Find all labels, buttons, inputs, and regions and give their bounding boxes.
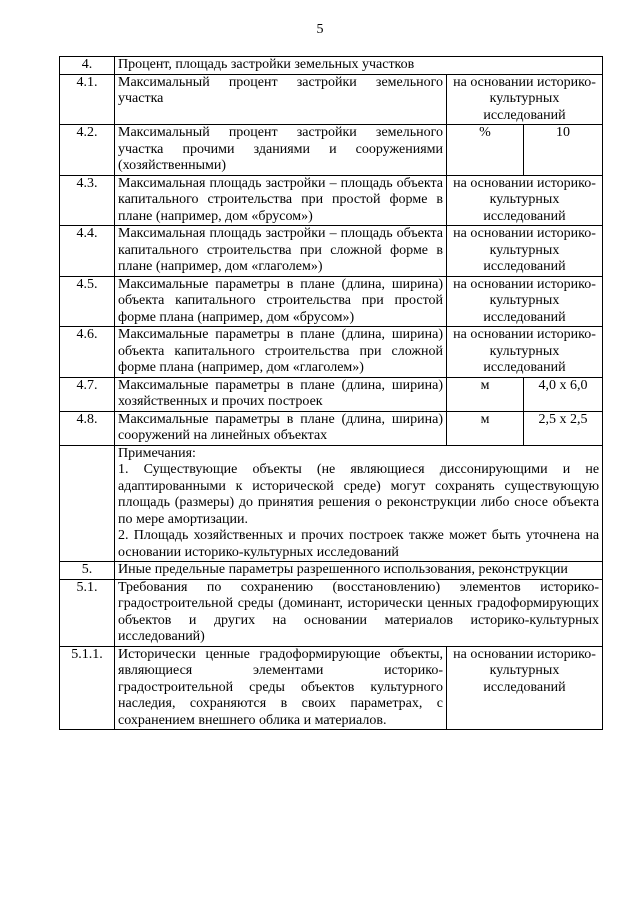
- row-value: на основании историко-культурных исследований: [447, 175, 603, 226]
- row-number: 4.2.: [60, 125, 115, 176]
- row-unit: %: [447, 125, 524, 176]
- table-row: [60, 579, 603, 646]
- note-2: 2. Площадь хозяйственных и прочих построек также может быть уточнена на основании историко-культурных исследований: [118, 528, 600, 560]
- row-number: 5.1.: [60, 579, 115, 646]
- row-unit: м: [447, 411, 524, 445]
- row-value: 4,0 х 6,0: [524, 377, 603, 411]
- row-text: Требования по сохранению (восстановлению) элементов историко-градостроительной среды (доминант, исторически ценных градоформирующих объектов и других на основании материалов историко-культурных исследований): [115, 579, 603, 646]
- notes-cell: [115, 445, 603, 562]
- row-text: Максимальная площадь застройки – площадь объекта капитального строительства при сложной форме в плане (например, дом «глаголем»): [115, 226, 447, 277]
- row-text: Максимальный процент застройки земельного участка: [115, 74, 447, 125]
- row-text: Максимальные параметры в плане (длина, ширина) объекта капитального строительства при простой форме плана (например, дом «брусом»): [115, 276, 447, 327]
- table-row: [60, 226, 603, 277]
- row-value: на основании историко-культурных исследований: [447, 327, 603, 378]
- row-unit: м: [447, 377, 524, 411]
- page-number: 5: [316, 22, 324, 37]
- table-row: [60, 327, 603, 378]
- row-number: 4.1.: [60, 74, 115, 125]
- table-row: [60, 646, 603, 730]
- row-number: 4.7.: [60, 377, 115, 411]
- row-number: 5.1.1.: [60, 646, 115, 730]
- row-value: на основании историко-культурных исследований: [447, 226, 603, 277]
- row-value: на основании историко-культурных исследований: [447, 276, 603, 327]
- table-row-notes: [60, 445, 603, 562]
- table-row: [60, 562, 603, 580]
- row-number: 4.4.: [60, 226, 115, 277]
- table-row: [60, 125, 603, 176]
- table-row: [60, 411, 603, 445]
- row-number: 4.5.: [60, 276, 115, 327]
- row-value: на основании историко-культурных исследований: [447, 74, 603, 125]
- row-text: Процент, площадь застройки земельных участков: [115, 57, 603, 75]
- row-text: Исторически ценные градоформирующие объекты, являющиеся элементами историко-градостроительной среды объектов культурного наследия, сохраняются в своих параметрах, с сохранением внешнего облика и материалов.: [115, 646, 447, 730]
- row-number: 5.: [60, 562, 115, 580]
- row-value: на основании историко-культурных исследований: [447, 646, 603, 730]
- row-text: Максимальные параметры в плане (длина, ширина) хозяйственных и прочих построек: [115, 377, 447, 411]
- row-text: Максимальные параметры в плане (длина, ширина) сооружений на линейных объектах: [115, 411, 447, 445]
- regulations-table: [59, 56, 603, 730]
- row-text: Максимальный процент застройки земельного участка прочими зданиями и сооружениями (хозяйственными): [115, 125, 447, 176]
- notes-title: Примечания:: [118, 445, 196, 461]
- table-row: [60, 175, 603, 226]
- note-1: 1. Существующие объекты (не являющиеся диссонирующими и не адаптированными к исторической среде) могут сохранять существующую площадь (размеры) до принятия решения о реконструкции либо сносе объекта по мере амортизации.: [118, 462, 600, 527]
- row-value: 2,5 х 2,5: [524, 411, 603, 445]
- table-row: [60, 57, 603, 75]
- table-row: [60, 74, 603, 125]
- row-number: 4.: [60, 57, 115, 75]
- row-number: 4.8.: [60, 411, 115, 445]
- table-row: [60, 377, 603, 411]
- empty-cell: [60, 445, 115, 562]
- row-number: 4.6.: [60, 327, 115, 378]
- table-row: [60, 276, 603, 327]
- row-number: 4.3.: [60, 175, 115, 226]
- row-text: Максимальная площадь застройки – площадь объекта капитального строительства при простой форме в плане (например, дом «брусом»): [115, 175, 447, 226]
- row-text: Иные предельные параметры разрешенного использования, реконструкции: [115, 562, 603, 580]
- row-text: Максимальные параметры в плане (длина, ширина) объекта капитального строительства при сложной форме плана (например, дом «глаголем»): [115, 327, 447, 378]
- row-value: 10: [524, 125, 603, 176]
